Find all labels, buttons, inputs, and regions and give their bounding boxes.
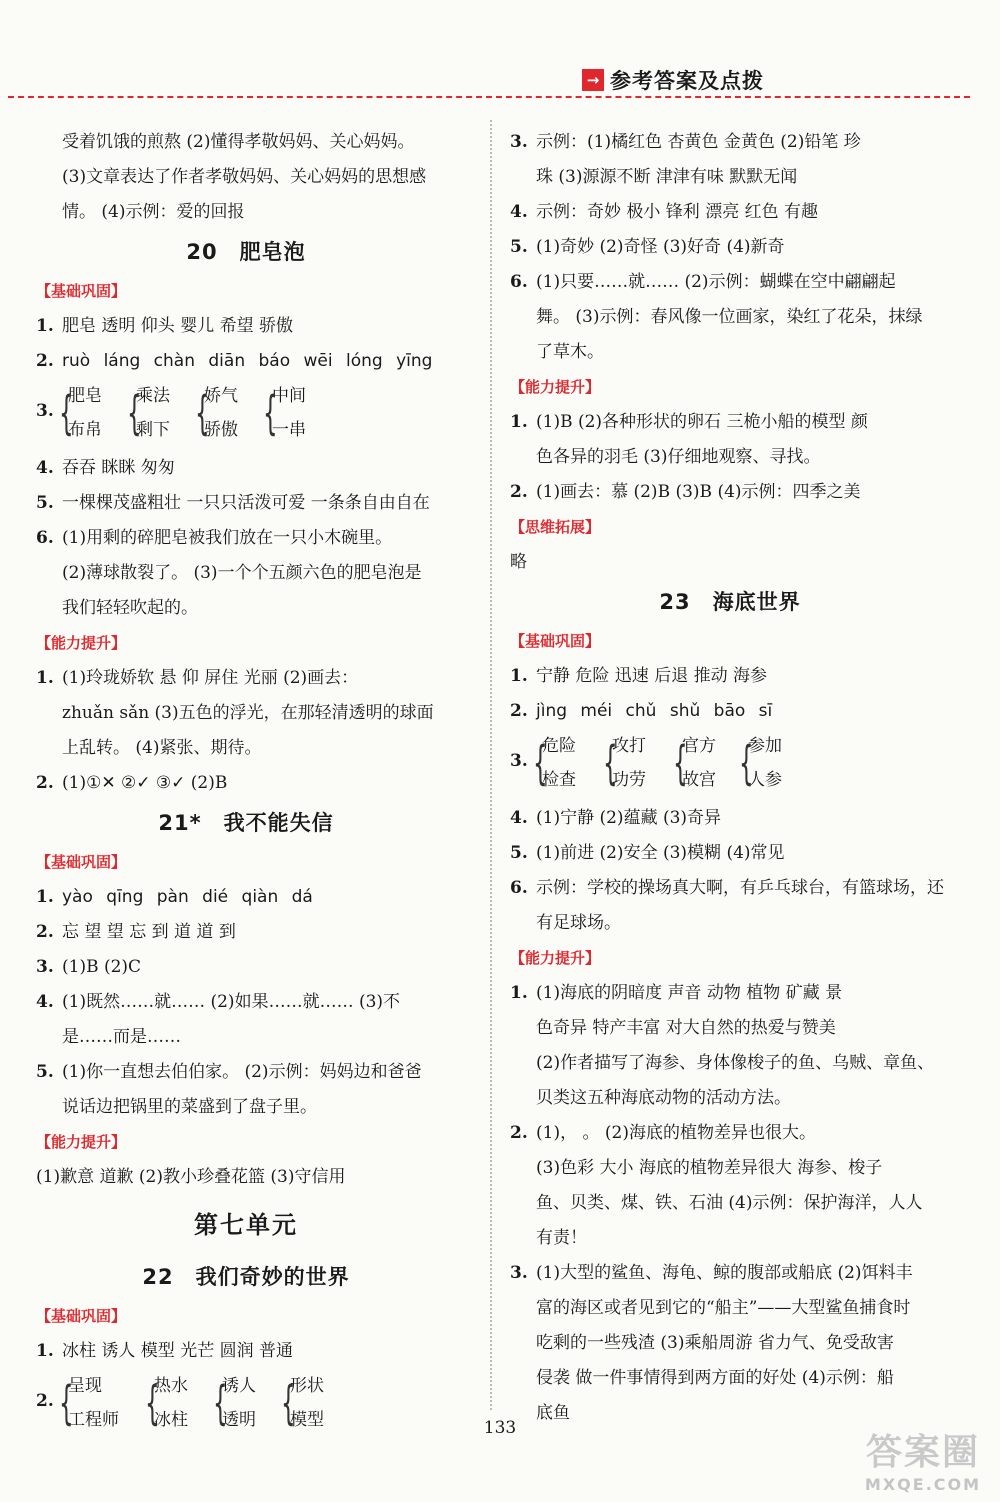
lesson-title xyxy=(36,230,456,274)
lesson-number: 20 xyxy=(186,240,218,264)
brace-group: 3. { 危险 检查 { 攻打 功劳 { 官方 故宫 { 参加 人参 xyxy=(510,736,782,790)
pinyin-answer: jìng méi chǔ shǔ bāo sī xyxy=(536,701,773,721)
answer-text: (1)宁静 (2)蕴藏 (3)奇异 xyxy=(536,808,722,828)
left-column: 受着饥饿的煎熬 (2)懂得孝敬妈妈、关心妈妈。 (3)文章表达了作者孝敬妈妈、关心妈妈的思想感 情。 (4)示例：爱的回报 20 肥皂泡 【基础巩固】 1. 肥皂 透明 仰头 婴儿 希望 骄傲 2. ruò láng chàn diān báo wēi lóng yīng 3. { 肥皂 布帛 { 乘法 剩下 { 娇气 骄傲 { 中间 一串 4. 吞吞 眯眯 匆匆 5. 一棵棵茂盛粗壮 一只只活泼可爱 一条条自由自在 6. (1)用剩的碎肥皂被我们放在一只小木碗里。 (2)薄球散裂了。 (3)一个个五颜六色的肥皂泡是 我们轻轻吹起的。 【能力提升】 1. (1)玲珑娇软 悬 仰 屏住 光丽 (2)画去： zhuǎn sǎn (3)五色的浮光，在那轻清透明的球面 上乱转。 (4)紧张、期待。 2. (1)①✕ ②✓ ③✓ (2)B 21* 我不能失信 【基础巩固】 1. yào qīng pàn dié qiàn dá 2. 忘 望 望 忘 到 道 道 到 3. (1)B (2)C 4. (1)既然……就…… (2)如果……就…… (3)不 是……而是…… 5. (1)你一直想去伯伯家。 (2)示例：妈妈边和爸爸 说话边把锅里的菜盛到了盘子里。 【能力提升】 (1)歉意 道歉 (2)教小珍叠花篮 (3)守信用 第七单元 22 我们奇妙的世界 【基础巩固】 1. 冰柱 诱人 模型 光芒 圆润 普通 2. { 呈现 工程师 { 热水 冰柱 { 诱人 透明 { 形状 模型 xyxy=(36,125,456,1441)
brace-group: 3. { 肥皂 布帛 { 乘法 剩下 { 娇气 骄傲 { 中间 一串 xyxy=(36,386,306,440)
text-line: 色奇异 特产丰富 对大自然的热爱与赞美 xyxy=(536,1018,836,1038)
answer-text: 肥皂 透明 仰头 婴儿 希望 骄傲 xyxy=(62,316,294,336)
text-line: 是……而是…… xyxy=(62,1027,181,1047)
answer-text: 宁静 危险 迅速 后退 推动 海参 xyxy=(536,666,768,686)
header-divider xyxy=(8,96,970,98)
lesson-title xyxy=(36,1255,456,1299)
answer-text: (1)玲珑娇软 悬 仰 屏住 光丽 (2)画去： xyxy=(62,668,359,688)
answer-text: (1)画去：慕 (2)B (3)B (4)示例：四季之美 xyxy=(536,482,861,502)
text-line: 舞。 (3)示例：春风像一位画家，染红了花朵，抹绿 xyxy=(536,307,923,327)
answer-text: 示例：学校的操场真大啊，有乒乓球台，有篮球场，还 xyxy=(536,878,944,898)
lesson-name: 海底世界 xyxy=(712,590,801,614)
unit-title: 第七单元 xyxy=(194,1211,298,1239)
section-tag: 【基础巩固】 xyxy=(36,853,127,871)
pinyin-answer: yào qīng pàn dié qiàn dá xyxy=(62,887,313,907)
answer-text: (1)歉意 道歉 (2)教小珍叠花篮 (3)守信用 xyxy=(36,1167,346,1187)
text-line: 底鱼 xyxy=(536,1403,570,1423)
text-line: 贝类这五种海底动物的活动方法。 xyxy=(536,1088,791,1108)
text-line: 珠 (3)源源不断 津津有味 默默无闻 xyxy=(536,167,798,187)
column-divider xyxy=(490,120,492,1410)
text-line: 富的海区或者见到它的“船主”——大型鲨鱼捕食时 xyxy=(536,1298,911,1318)
answer-text: (1)大型的鲨鱼、海龟、鲸的腹部或船底 (2)饵料丰 xyxy=(536,1263,913,1283)
watermark-logo: 答案圈 MXQE.COM xyxy=(864,1432,982,1494)
answer-text: 一棵棵茂盛粗壮 一只只活泼可爱 一条条自由自在 xyxy=(62,493,430,513)
lesson-name: 肥皂泡 xyxy=(239,240,306,264)
section-tag: 【基础巩固】 xyxy=(36,282,127,300)
text-line: (3)色彩 大小 海底的植物差异很大 海参、梭子 xyxy=(536,1158,883,1178)
lesson-number: 21* xyxy=(158,811,202,835)
text-line: 鱼、贝类、煤、铁、石油 (4)示例：保护海洋，人人 xyxy=(536,1193,923,1213)
answer-text: (1)①✕ ②✓ ③✓ (2)B xyxy=(62,773,228,793)
text-line: (2)薄球散裂了。 (3)一个个五颜六色的肥皂泡是 xyxy=(62,563,422,583)
text-line: 侵袭 做一件事情得到两方面的好处 (4)示例：船 xyxy=(536,1368,894,1388)
section-tag: 【基础巩固】 xyxy=(36,1307,127,1325)
brace-group: 2. { 呈现 工程师 { 热水 冰柱 { 诱人 透明 { 形状 模型 xyxy=(36,1376,324,1430)
answer-text: 吞吞 眯眯 匆匆 xyxy=(62,458,175,478)
text-line: 受着饥饿的煎熬 (2)懂得孝敬妈妈、关心妈妈。 xyxy=(62,132,415,152)
answer-text: (1)只要……就…… (2)示例：蝴蝶在空中翩翩起 xyxy=(536,272,896,292)
lesson-name: 我们奇妙的世界 xyxy=(195,1265,350,1289)
answer-text: (1)前进 (2)安全 (3)模糊 (4)常见 xyxy=(536,843,785,863)
text-line: 情。 (4)示例：爱的回报 xyxy=(62,202,245,222)
answer-text: 略 xyxy=(510,552,527,572)
lesson-title xyxy=(36,801,456,845)
header-title: 参考答案及点拨 xyxy=(610,69,764,93)
page-number: 133 xyxy=(483,1418,517,1438)
lesson-number: 22 xyxy=(142,1265,174,1289)
text-line: 有责！ xyxy=(536,1228,587,1248)
answer-text: (1)用剩的碎肥皂被我们放在一只小木碗里。 xyxy=(62,528,393,548)
section-tag: 【思维拓展】 xyxy=(510,518,601,536)
text-line: 说话边把锅里的菜盛到了盘子里。 xyxy=(62,1097,317,1117)
answer-text: (1)， 。 (2)海底的植物差异也很大。 xyxy=(536,1123,816,1143)
text-line: zhuǎn sǎn (3)五色的浮光，在那轻清透明的球面 xyxy=(62,703,434,723)
answer-text: 示例：奇妙 极小 锋利 漂亮 红色 有趣 xyxy=(536,202,819,222)
answer-text: (1)你一直想去伯伯家。 (2)示例：妈妈边和爸爸 xyxy=(62,1062,422,1082)
lesson-title xyxy=(510,580,950,624)
section-tag: 【能力提升】 xyxy=(36,634,127,652)
lesson-number: 23 xyxy=(659,590,691,614)
text-line: (3)文章表达了作者孝敬妈妈、关心妈妈的思想感 xyxy=(62,167,427,187)
section-tag: 【能力提升】 xyxy=(510,949,601,967)
section-tag: 【基础巩固】 xyxy=(510,632,601,650)
page-header xyxy=(582,66,764,94)
lesson-name: 我不能失信 xyxy=(223,811,334,835)
answer-text: 忘 望 望 忘 到 道 道 到 xyxy=(62,922,236,942)
answer-text: (1)既然……就…… (2)如果……就…… (3)不 xyxy=(62,992,401,1012)
text-line: 我们轻轻吹起的。 xyxy=(62,598,198,618)
section-tag: 【能力提升】 xyxy=(510,378,601,396)
text-line: (2)作者描写了海参、身体像梭子的鱼、乌贼、章鱼、 xyxy=(536,1053,935,1073)
text-line: 了草木。 xyxy=(536,342,604,362)
answer-text: (1)海底的阴暗度 声音 动物 植物 矿藏 景 xyxy=(536,983,843,1003)
answer-text: (1)B (2)C xyxy=(62,957,142,977)
text-line: 上乱转。 (4)紧张、期待。 xyxy=(62,738,262,758)
text-line: 色各异的羽毛 (3)仔细地观察、寻找。 xyxy=(536,447,821,467)
text-line: 有足球场。 xyxy=(536,913,621,933)
text-line: 吃剩的一些残渣 (3)乘船周游 省力气、免受敌害 xyxy=(536,1333,894,1353)
answer-text: (1)B (2)各种形状的卵石 三桅小船的模型 颜 xyxy=(536,412,868,432)
section-tag: 【能力提升】 xyxy=(36,1133,127,1151)
answer-text: 示例：(1)橘红色 杏黄色 金黄色 (2)铅笔 珍 xyxy=(536,132,861,152)
answer-text: (1)奇妙 (2)奇怪 (3)好奇 (4)新奇 xyxy=(536,237,785,257)
right-column: 3. 示例：(1)橘红色 杏黄色 金黄色 (2)铅笔 珍 珠 (3)源源不断 津津有味 默默无闻 4. 示例：奇妙 极小 锋利 漂亮 红色 有趣 5. (1)奇妙 (2)奇怪 (3)好奇 (4)新奇 6. (1)只要……就…… (2)示例：蝴蝶在空中翩翩起 舞。 (3)示例：春风像一位画家，染红了花朵，抹绿 了草木。 【能力提升】 1. (1)B (2)各种形状的卵石 三桅小船的模型 颜 色各异的羽毛 (3)仔细地观察、寻找。 2. (1)画去：慕 (2)B (3)B (4)示例：四季之美 【思维拓展】 略 23 海底世界 【基础巩固】 1. 宁静 危险 迅速 后退 推动 海参 2. jìng méi chǔ shǔ bāo sī 3. { 危险 检查 { 攻打 功劳 { 官方 故宫 { 参加 人参 4. (1)宁静 (2)蕴藏 (3)奇异 5. (1)前进 (2)安全 (3)模糊 (4)常见 6. 示例：学校的操场真大啊，有乒乓球台，有篮球场，还 有足球场。 【能力提升】 1. (1)海底的阴暗度 声音 动物 植物 矿藏 景 色奇异 特产丰富 对大自然的热爱与赞美 (2)作者描写了海参、身体像梭子的鱼、乌贼、章鱼、 贝类这五种海底动物的活动方法。 2. (1)， 。 (2)海底的植物差异也很大。 (3)色彩 大小 海底的植物差异很大 海参、梭子 鱼、贝类、煤、铁、石油 (4)示例：保护海洋，人人 有责！ 3. (1)大型的鲨鱼、海龟、鲸的腹部或船底 (2)饵料丰 富的海区或者见到它的“船主”——大型鲨鱼捕食时 吃剩的一些残渣 (3)乘船周游 省力气、免受敌害 侵袭 做一件事情得到两方面的好处 (4)示例：船 底鱼 xyxy=(510,125,950,1431)
arrow-right-icon: → xyxy=(582,69,604,91)
pinyin-answer: ruò láng chàn diān báo wēi lóng yīng xyxy=(62,351,433,371)
answer-text: 冰柱 诱人 模型 光芒 圆润 普通 xyxy=(62,1341,294,1361)
